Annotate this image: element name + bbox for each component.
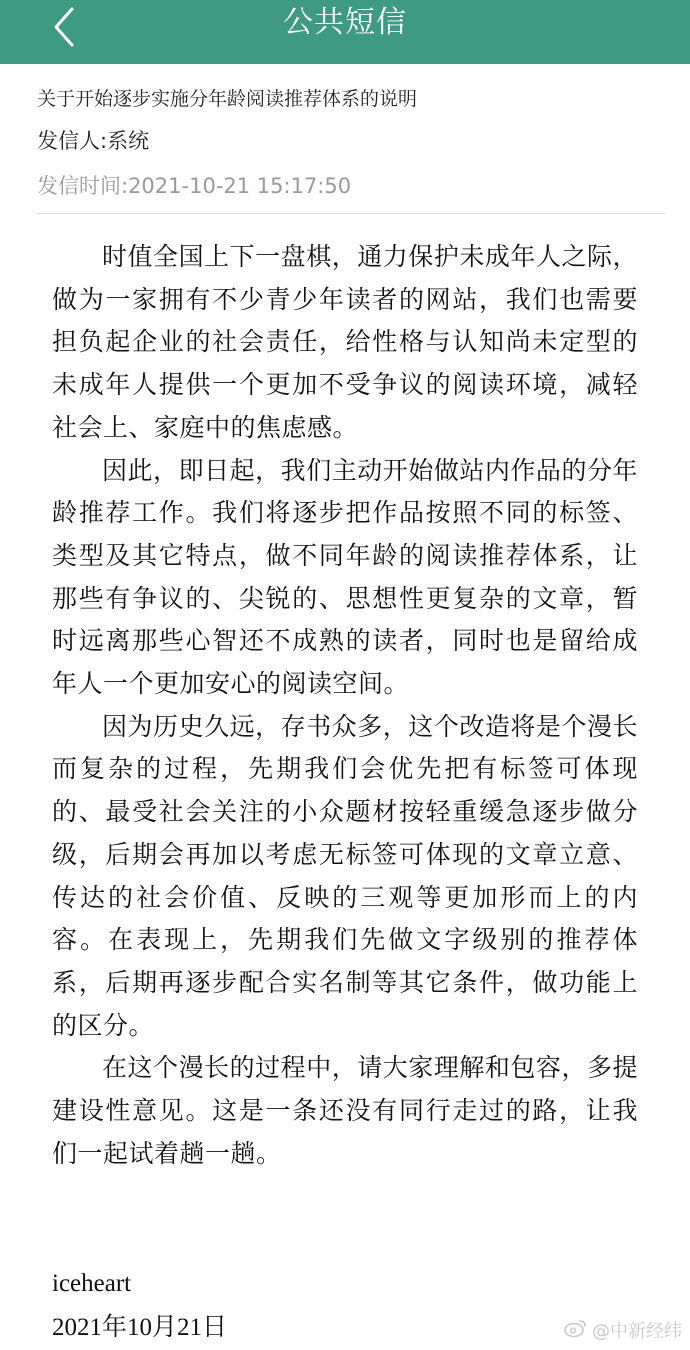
top-navigation-bar xyxy=(0,0,690,64)
body-paragraph: 因此，即日起，我们主动开始做站内作品的分年龄推荐工作。我们将逐步把作品按照不同的标签、类型及其它特点，做不同年龄的阅读推荐体系，让那些有争议的、尖锐的、思想性更复杂的文章，暂时远离那些心智还不成熟的读者，同时也是留给成年人一个更加安心的阅读空间。 xyxy=(52,455,638,699)
body-paragraph: 时值全国上下一盘棋，通力保护未成年人之际，做为一家拥有不少青少年读者的网站，我们也需要担负起企业的社会责任，给性格与认知尚未定型的未成年人提供一个更加不受争议的阅读环境，减轻社会上、家庭中的焦虑感。 xyxy=(52,242,638,442)
weibo-icon xyxy=(564,1318,588,1343)
watermark xyxy=(564,1317,682,1343)
signature-date: 2021年10月21日 xyxy=(52,1314,228,1341)
message-subject: 关于开始逐步实施分年龄阅读推荐体系的说明 xyxy=(37,88,418,110)
message-body xyxy=(52,236,638,1175)
signature-name: iceheart xyxy=(52,1270,132,1297)
message-signature xyxy=(52,1262,227,1350)
watermark-text: @中新经纬 xyxy=(592,1321,682,1342)
message-sender: 发信人:系统 xyxy=(37,129,150,153)
message-send-time: 发信时间:2021-10-21 15:17:50 xyxy=(37,174,352,198)
body-paragraph: 因为历史久远，存书众多，这个改造将是个漫长而复杂的过程，先期我们会优先把有标签可体现的、最受社会关注的小众题材按轻重缓急逐步做分级，后期会再加以考虑无标签可体现的文章立意、传达的社会价值、反映的三观等更加形而上的内容。在表现上，先期我们先做文字级别的推荐体系，后期再逐步配合实名制等其它条件，做功能上的区分。 xyxy=(52,711,638,1040)
header-divider xyxy=(37,213,665,214)
page-title: 公共短信 xyxy=(283,5,407,40)
body-paragraph: 在这个漫长的过程中，请大家理解和包容，多提建设性意见。这是一条还没有同行走过的路，让我们一起试着趟一趟。 xyxy=(52,1053,638,1168)
